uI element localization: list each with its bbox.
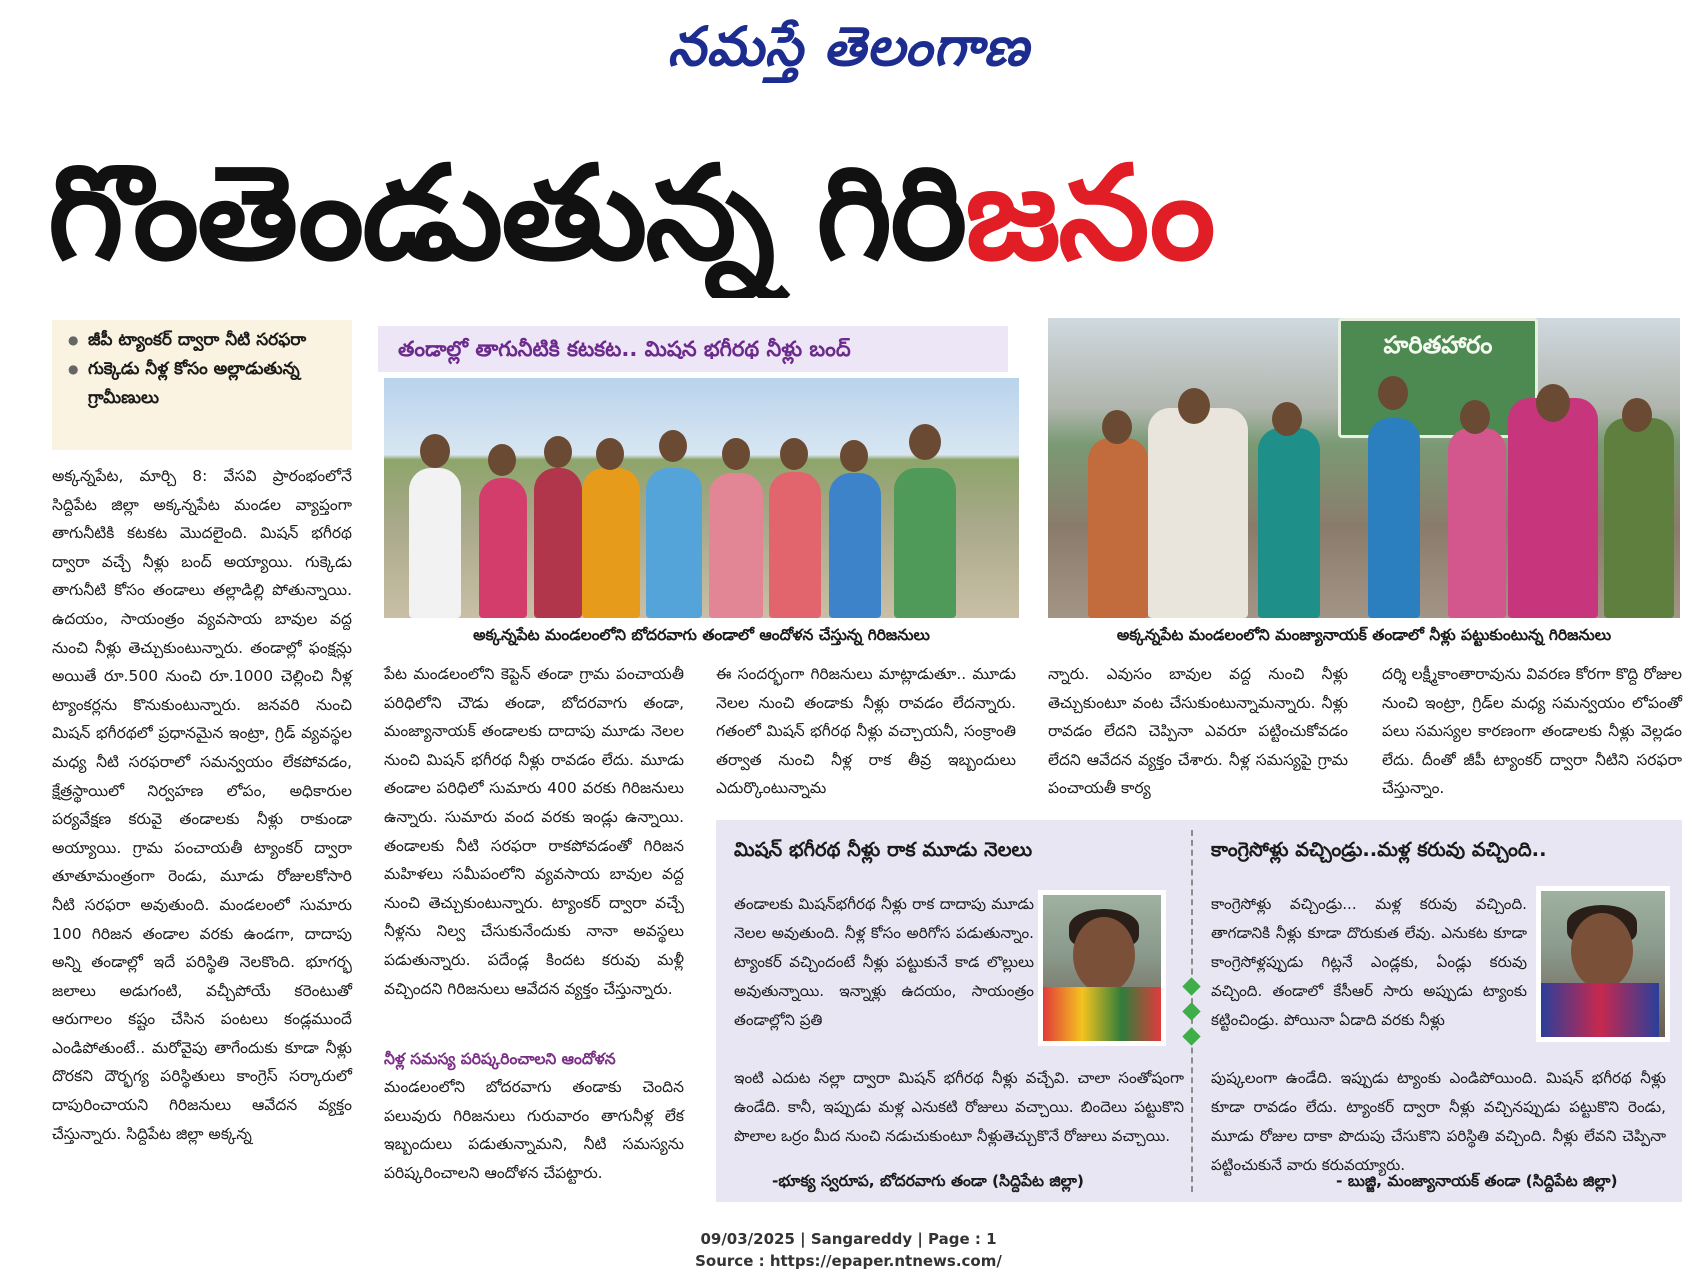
column-2b: మండలంలోని బోదరవాగు తండాకు చెందిన పలువురు గిరిజనులు గురువారం తాగునీళ్ల లేక ఇబ్బందులు పడుతున్నామని, నీటి సమస్యను పరిష్కరించాలని ఆందోళన చేపట్టారు.	[384, 1078, 684, 1182]
quote-right-text-bottom: పుష్కలంగా ఉండేది. ఇప్పుడు ట్యాంకు ఎండిపోయింది. మిషన్ భగీరథ నీళ్లు కూడా రావడం లేదు. ట్యాంకర్ ద్వారా నీళ్లు వచ్చినప్పుడు పట్టుకొని రెండు, మూడు రోజుల దాకా పొదుపు చేసుకొని పరిస్థితి వచ్చింది. నీళ్లు లేవని చెప్పినా పట్టించుకునే వారు కరువయ్యారు.	[1211, 1069, 1666, 1174]
highlights-box	[52, 320, 352, 450]
photo-water-tanker	[1048, 318, 1680, 618]
caption-photo1: అక్కన్నపేట మండలంలోని బోదరవాగు తండాలో ఆందోళన చేస్తున్న గిరిజనులు	[384, 618, 1019, 652]
portrait-bujji	[1536, 886, 1670, 1042]
column-3: ఈ సందర్భంగా గిరిజనులు మాట్లాడుతూ.. మూడు నెలల నుంచి తండాకు నీళ్లు రావడం లేదన్నారు. గతంలో మిషన్ భగీరథ నీళ్లు వచ్చాయనీ, సంక్రాంతి తర్వాత నుంచి నీళ్ల రాక తీవ్ర ఇబ్బందులు ఎదుర్కొంటున్నామ	[716, 665, 1016, 798]
headline-part2: జనం	[965, 137, 1214, 289]
quote-left-text-bottom: ఇంటి ఎదుట నల్లా ద్వారా మిషన్ భగీరథ నీళ్లు వచ్చేవి. చాలా సంతోషంగా ఉండేది. కానీ, ఇప్పుడు మళ్ల ఎనుకటి రోజులు వచ్చాయి. బిందెలు పట్టుకొని పొలాల ఒర్రం మీద నుంచి నడుచుకుంటూ నీళ్లుతెచ్చుకొనే రోజులు వచ్చాయి.	[734, 1069, 1184, 1145]
divider-ornament	[1182, 977, 1200, 995]
column-2: పేట మండలంలోని కెప్టెన్ తండా గ్రామ పంచాయతీ పరిధిలోని చౌడు తండా, బోదరవాగు తండా, మంజ్యానాయక్ తండాలకు దాదాపు మూడు నెలల నుంచి మిషన్ భగీరథ నీళ్లు రావడం లేదు. మూడు తండాల పరిధిలో సుమారు 400 వరకు గిరిజనులు ఉన్నారు. సుమారు వంద వరకు ఇండ్లు ఉన్నాయి. తండాలకు నీటి సరఫరా రాకపోవడంతో గిరిజన మహిళలు సమీపంలోని వ్యవసాయ బావుల వద్ద నుంచి తెచ్చుకుంటున్నారు. ట్యాంకర్ ద్వారా వచ్చే నీళ్లను నిల్వ చేసుకునేందుకు నానా అవస్థలు పడుతున్నారు. పదేండ్ల కిందట కరువు మళ్లీ వచ్చిందని గిరిజనులు ఆవేదన వ్యక్తం చేస్తున్నారు.	[384, 665, 684, 998]
quote-right-text-top: కాంగ్రెసోళ్లు వచ్చిండ్రు... మళ్ల కరువు వచ్చింది. తాగడానికి నీళ్లు కూడా దొరుకుత లేవు. ఎనుకట కూడా కాంగ్రెసోళ్లప్పుడు గిట్లనే ఎండ్లకు, ఏండ్లు కరువు వచ్చింది. తండాలో కేసీఆర్ సారు అప్పుడు ట్యాంకు కట్టించిండ్రు. పోయినా ఏడాది వరకు నీళ్లు	[1211, 895, 1527, 1029]
column-4: న్నారు. ఎవుసం బావుల వద్ద నుంచి నీళ్లు తెచ్చుకుంటూ వంట చేసుకుంటున్నామన్నారు. నీళ్లు రావడం లేదని చెప్పినా ఎవరూ పట్టించుకోవడం లేదని ఆవేదన వ్యక్తం చేశారు. నీళ్ల సమస్యపై గ్రామ పంచాయతీ కార్య	[1048, 665, 1348, 798]
tanker-sign: హరితహారం	[1338, 318, 1538, 438]
column-1: అక్కన్నపేట, మార్చి 8: వేసవి ప్రారంభంలోనే సిద్దిపేట జిల్లా అక్కన్నపేట మండల వ్యాప్తంగా తాగునీటికి కటకట మొదలైంది. మిషన్ భగీరథ ద్వారా వచ్చే నీళ్లు బంద్ అయ్యాయి. గుక్కెడు తాగునీటి కోసం తండాలు తల్లాడిల్లి పోతున్నాయి. ఉదయం, సాయంత్రం వ్యవసాయ బావుల వద్ద నుంచి నీళ్లు తెచ్చుకుంటున్నారు. తండాల్లో ఫంక్షన్లు అయితే రూ.500 నుంచి రూ.1000 చెల్లించి నీళ్ల ట్యాంకర్లను కొనుకుంటున్నారు. జనవరి నుంచి మిషన్ భగీరథలో ప్రధానమైన ఇంట్రా, గ్రిడ్ వ్యవస్థల మధ్య నీటి సరఫరాలో సమన్వయం లేకపోవడం, క్షేత్రస్థాయిలో నిర్వహణ లోపం, అధికారుల పర్యవేక్షణ కరువై తండాలకు నీళ్లు రాకుండా అయ్యాయి. గ్రామ పంచాయతీ ట్యాంకర్ ద్వారా తూతూమంత్రంగా రెండు, మూడు రోజులకోసారి నీటి సరఫరా అవుతుంది. మండలంలో సుమారు 100 గిరిజన తండాల వరకు ఉండగా, దాదాపు అన్ని తండాల్లో ఇదే పరిస్థితి నెలకొంది. భూగర్భ జలాలు అడుగంటి, వచ్చీపోయే కరెంటుతో ఆరుగాలం కష్టం చేసిన పంటలు కండ్లముందే ఎండిపోతుంటే.. మరోవైపు తాగేందుకు కూడా నీళ్లు దొరకని దౌర్భగ్య పరిస్థితులు కాంగ్రెస్ సర్కారులో దాపురించాయని గిరిజనులు ఆవేదన వ్యక్తం చేస్తున్నారు. సిద్దిపేట జిల్లా అక్కన్న	[52, 467, 352, 1143]
headline	[48, 128, 1658, 298]
highlight-item: ● జీపీ ట్యాంకర్ ద్వారా నీటి సరఫరా	[62, 326, 342, 355]
quote-left-title: మిషన్ భగీరథ నీళ్లు రాక మూడు నెలలు	[734, 838, 1033, 861]
headline-part1: గొంతెండుతున్న గిరి	[48, 137, 966, 289]
portrait-bhukya-swaroopa	[1038, 890, 1166, 1046]
footer-source: Source : https://epaper.ntnews.com/	[695, 1252, 1002, 1270]
quote-right-title: కాంగ్రెసోళ్లు వచ్చిండ్రు..మళ్ల కరువు వచ్చింది..	[1211, 838, 1547, 861]
masthead-logo: నమస్తే తెలంగాణ	[667, 14, 1030, 78]
footer-date-edition: 09/03/2025 | Sangareddy | Page : 1	[700, 1230, 997, 1248]
column-5: దర్శి లక్ష్మీకాంతారావును వివరణ కోరగా కొద్ది రోజుల నుంచి ఇంట్రా, గ్రిడ్‌ల మధ్య సమన్వయం లోపంతో పలు సమస్యల కారణంగా తండాలకు నీళ్లు వెల్లడం లేదు. దీంతో జీపీ ట్యాంకర్ ద్వారా నీటిని సరఫరా చేస్తున్నాం.	[1382, 665, 1682, 798]
quote-right-signature: - బుజ్జి, మంజ్యానాయక్ తండా (సిద్దిపేట జిల్లా)	[1336, 1172, 1618, 1190]
quote-left-signature: -భూక్య స్వరూప, బోదరవాగు తండా (సిద్దిపేట జిల్లా)	[772, 1172, 1084, 1190]
divider-ornament	[1182, 1002, 1200, 1020]
quotes-box	[716, 820, 1682, 1202]
section-subheading: నీళ్ల సమస్య పరిష్కరించాలని ఆందోళన	[384, 1050, 616, 1068]
footer	[0, 1228, 1697, 1272]
subheadline: తండాల్లో తాగునీటికి కటకట.. మిషన భగీరథ నీళ్లు బంద్	[378, 326, 1008, 372]
photo-protest	[384, 378, 1019, 618]
highlight-item: ● గుక్కెడు నీళ్ల కోసం అల్లాడుతున్న గ్రామీణులు	[62, 355, 342, 413]
caption-photo2: అక్కన్నపేట మండలంలోని మంజ్యానాయక్ తండాలో నీళ్లు పట్టుకుంటున్న గిరిజనులు	[1048, 618, 1680, 652]
divider-ornament	[1182, 1027, 1200, 1045]
quote-left-text-top: తండాలకు మిషన్‌భగీరథ నీళ్లు రాక దాదాపు మూడు నెలల అవుతుంది. నీళ్ల కోసం అరిగోస పడుతున్నాం. ట్యాంకర్ వచ్చిందంటే నీళ్లు పట్టుకునే కాడ లొల్లులు అవుతున్నాయి. ఇన్నాళ్లు ఉదయం, సాయంత్రం తండాల్లోని ప్రతి	[734, 895, 1034, 1029]
